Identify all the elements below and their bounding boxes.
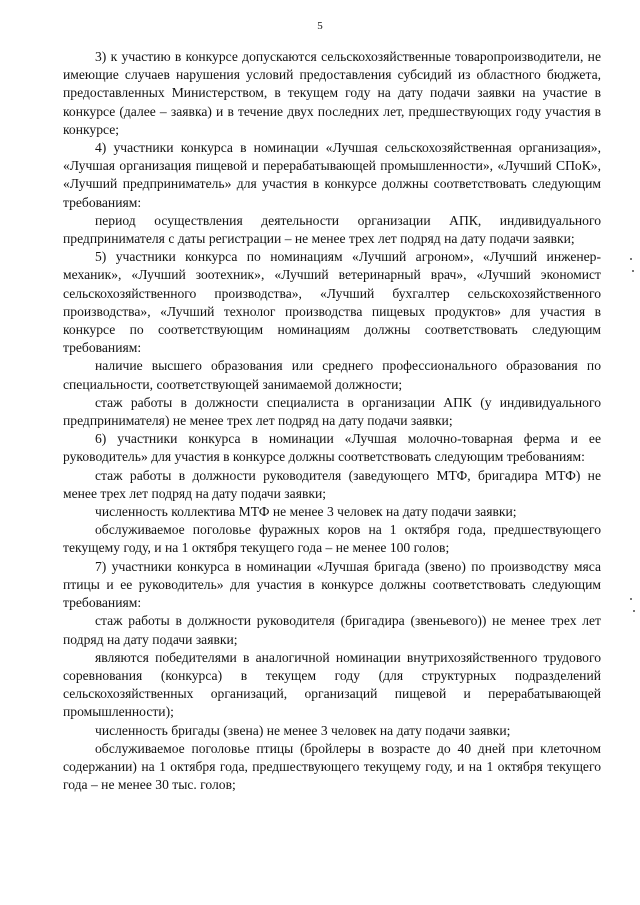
paragraph: 6) участники конкурса в номинации «Лучшая молочно-товарная ферма и ее руководитель» для участия в конкурсе должны соответствовать следующим требованиям: <box>63 431 601 465</box>
document-body <box>63 48 601 794</box>
paragraph: стаж работы в должности руководителя (заведующего МТФ, бригадира МТФ) не менее трех лет подряд на дату подачи заявки; <box>63 467 601 501</box>
paragraph: 4) участники конкурса в номинации «Лучшая сельскохозяйственная организация», «Лучшая организация пищевой и перерабатывающей промышленности», «Лучший СПоК», «Лучший предприниматель» для участия в конкурсе должны соответствовать следующим требованиям: <box>63 140 601 210</box>
paragraph: 3) к участию в конкурсе допускаются сельскохозяйственные товаропроизводители, не имеющие случаев нарушения условий предоставления субсидий из областного бюджета, предоставленных Министерством, в текущем году на дату подачи заявки на участие в конкурсе (далее – заявка) и в течение двух последних лет, предшествующих году участия в конкурсе; <box>63 49 601 137</box>
paragraph: численность коллектива МТФ не менее 3 человек на дату подачи заявки; <box>95 504 517 520</box>
paragraph: численность бригады (звена) не менее 3 человек на дату подачи заявки; <box>95 722 511 738</box>
scan-artifact <box>632 270 634 272</box>
paragraph: наличие высшего образования или среднего профессионального образования по специальности, соответствующей занимаемой должности; <box>63 358 601 392</box>
paragraph: 5) участники конкурса по номинациям «Лучший агроном», «Лучший инженер-механик», «Лучший зоотехник», «Лучший ветеринарный врач», «Лучший экономист сельскохозяйственного производства», «Лучший бухгалтер сельскохозяйственного производства», «Лучший технолог производства пищевых продуктов» для участия в конкурсе по соответствующим номинациям должны соответствовать следующим требованиям: <box>63 249 601 356</box>
scan-artifact <box>630 258 632 260</box>
paragraph: стаж работы в должности руководителя (бригадира (звеньевого)) не менее трех лет подряд на дату подачи заявки; <box>63 613 601 647</box>
scan-artifact <box>633 610 635 612</box>
scan-artifact <box>630 598 632 600</box>
paragraph: период осуществления деятельности организации АПК, индивидуального предпринимателя с даты регистрации – не менее трех лет подряд на дату подачи заявки; <box>63 212 601 247</box>
paragraph: обслуживаемое поголовье птицы (бройлеры в возрасте до 40 дней при клеточном содержании) на 1 октября года, предшествующего текущему году, и на 1 октября текущего года – не менее 30 тыс. голов; <box>63 740 601 793</box>
paragraph: стаж работы в должности специалиста в организации АПК (у индивидуального предпринимателя) не менее трех лет подряд на дату подачи заявки; <box>63 394 601 429</box>
paragraph: обслуживаемое поголовье фуражных коров на 1 октября года, предшествующего текущему году, и на 1 октября текущего года – не менее 100 голов; <box>63 522 601 556</box>
page-number: 5 <box>317 20 323 32</box>
paragraph: являются победителями в аналогичной номинации внутрихозяйственного трудового соревнования (конкурса) в текущем году (для структурных подразделений сельскохозяйственных организаций, организаций пищевой и перерабатывающей промышленности); <box>63 649 601 720</box>
paragraph: 7) участники конкурса в номинации «Лучшая бригада (звено) по производству мяса птицы и ее руководитель» для участия в конкурсе должны соответствовать следующим требованиям: <box>63 558 601 611</box>
